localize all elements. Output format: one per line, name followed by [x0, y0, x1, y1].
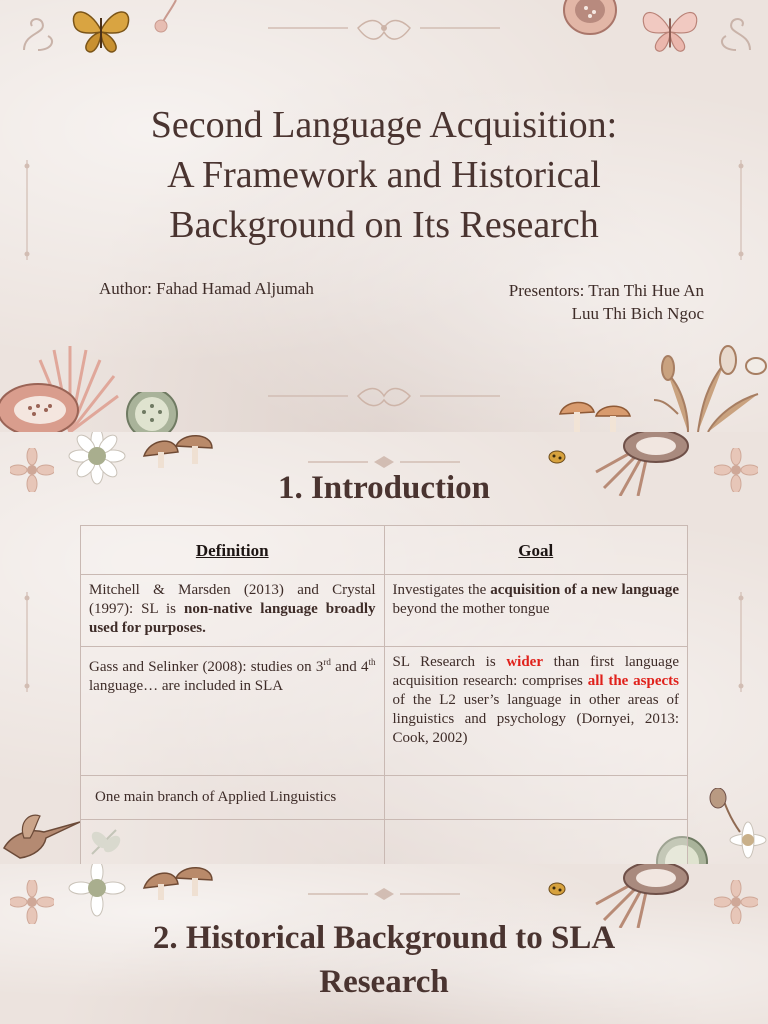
column-header-definition: Definition — [81, 526, 385, 575]
title-line: A Framework and Historical — [167, 154, 601, 196]
table-row — [81, 647, 688, 776]
presentation-title — [0, 100, 768, 250]
section-heading — [0, 916, 768, 1004]
dried-flower-icon — [700, 788, 768, 864]
mushroom-icon — [556, 396, 634, 432]
bottom-divider-ornament — [268, 384, 500, 412]
dried-flower-icon — [648, 344, 768, 432]
butterfly-icon — [638, 4, 702, 56]
cell-text: SL Research is — [392, 654, 507, 670]
swirl-ornament-icon — [18, 12, 60, 56]
cell-text: Gass and Selinker (2008): studies on 3 — [89, 659, 324, 675]
cell-text: beyond the mother tongue — [392, 601, 550, 617]
cell-text: Mitchell & Marsden (2013) and Crystal (1997): SL is — [89, 582, 376, 617]
daisy-icon — [66, 864, 128, 918]
table-row — [81, 776, 688, 820]
presenter-line: Presentors: Tran Thi Hue An — [508, 281, 704, 300]
swirl-ornament-icon — [712, 12, 758, 56]
title-line: Second Language Acquisition: — [150, 104, 618, 146]
goal-cell — [384, 776, 688, 820]
ladybug-icon — [548, 448, 566, 464]
historical-background-slide — [0, 864, 768, 1024]
table-row — [81, 575, 688, 647]
title-line: Background on Its Research — [169, 204, 599, 246]
cell-text: One main branch of Applied Linguistics — [95, 789, 337, 805]
ordinal-suffix: th — [368, 657, 376, 667]
cell-text: of the L2 user’s language in other areas of linguistics and psychology (Dornyei, 2013: Cook, 2002) — [392, 692, 679, 746]
fig-slice-icon — [0, 376, 84, 432]
mushroom-icon — [140, 864, 216, 904]
presenters-credit — [509, 279, 704, 325]
definition-cell — [81, 647, 385, 776]
goal-cell — [384, 647, 688, 776]
side-divider-right — [736, 592, 746, 692]
cell-text-bold: acquisition of a new language — [490, 582, 679, 598]
table-row-empty — [81, 820, 688, 865]
introduction-slide — [0, 432, 768, 864]
presenter-line: Luu Thi Bich Ngoc — [571, 304, 704, 323]
fig-slice-icon — [562, 0, 618, 36]
section-divider-ornament — [308, 454, 460, 470]
cell-text: Investigates the — [392, 582, 491, 598]
cell-text-bold: non-native language broadly used for purposes. — [89, 601, 376, 636]
section-heading: 1. Introduction — [277, 470, 491, 506]
cell-text: than first language acquisition research: comprises — [392, 654, 679, 689]
section-divider-ornament — [308, 886, 460, 902]
side-divider-left — [22, 592, 32, 692]
goal-cell — [384, 575, 688, 647]
column-header-goal: Goal — [384, 526, 688, 575]
cell-text-emphasis: all the aspects — [587, 673, 679, 689]
kiwi-slice-icon — [124, 392, 180, 432]
hummingbird-icon — [0, 808, 82, 864]
ordinal-suffix: rd — [323, 657, 331, 667]
definition-cell — [81, 776, 385, 820]
title-slide — [0, 0, 768, 432]
author-credit: Author: Fahad Hamad Aljumah — [99, 279, 314, 298]
cell-text: language… are included in SLA — [89, 678, 284, 694]
ladybug-icon — [548, 880, 566, 896]
definition-cell — [81, 820, 385, 865]
table-header-row — [81, 526, 688, 575]
heading-line: Research — [319, 964, 449, 1000]
butterfly-icon — [68, 4, 134, 56]
cell-text: and 4 — [330, 659, 369, 675]
heading-line: 2. Historical Background to SLA — [152, 920, 616, 956]
leaf-sprig-icon — [152, 0, 182, 34]
definition-goal-table — [80, 525, 688, 864]
top-divider-ornament — [268, 18, 500, 50]
mushroom-icon — [140, 432, 216, 472]
cell-text-emphasis: wider — [506, 654, 543, 670]
goal-cell — [384, 820, 688, 865]
definition-cell — [81, 575, 385, 647]
